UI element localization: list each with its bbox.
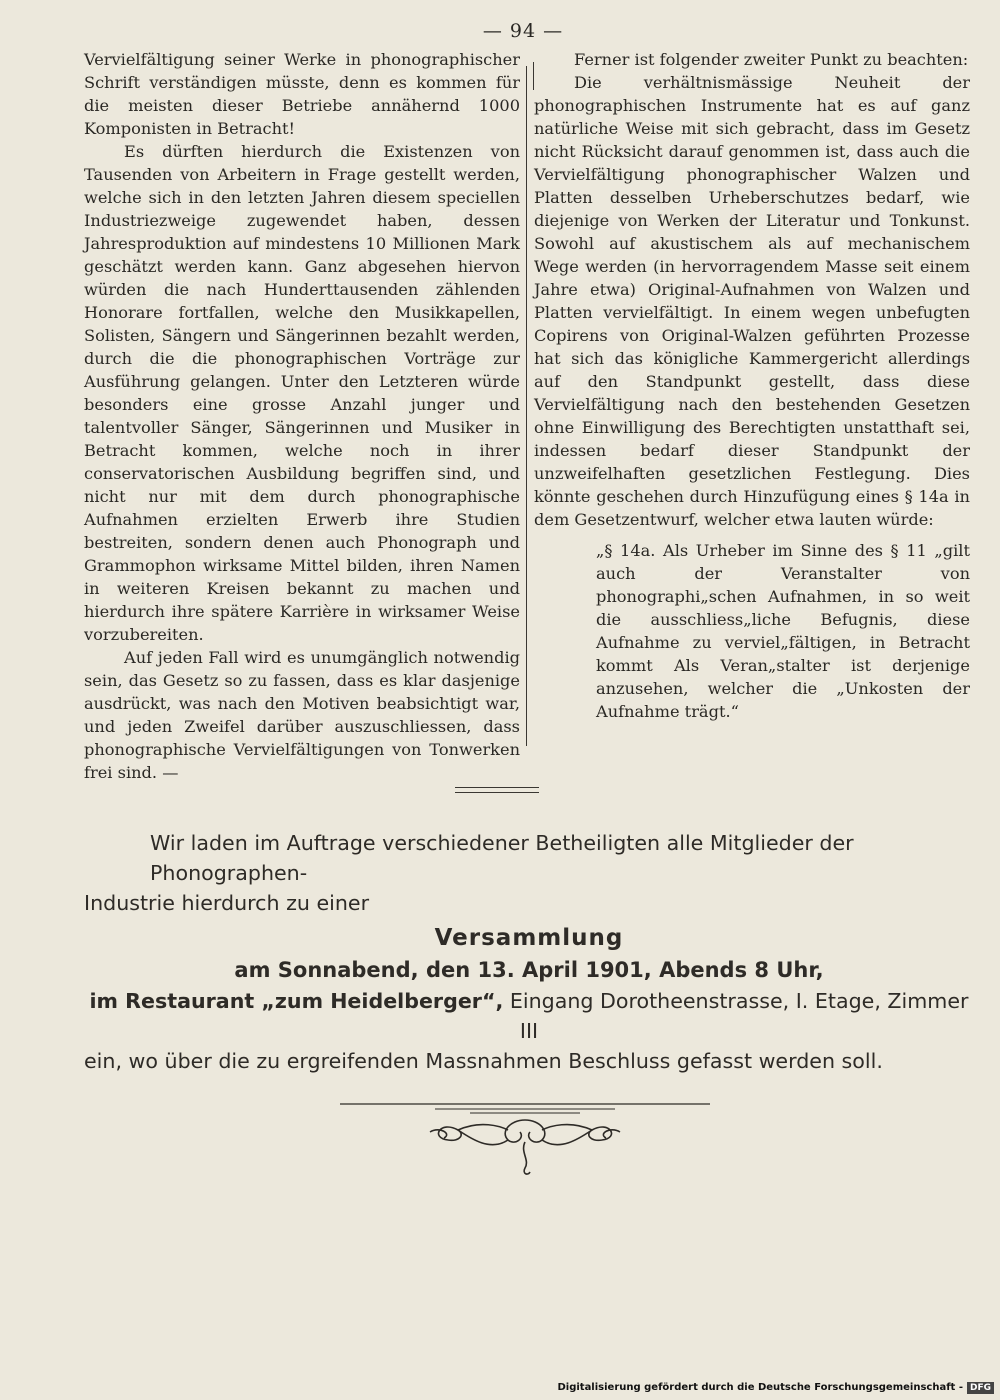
dfg-logo: DFG [967, 1382, 994, 1394]
notice-place [84, 986, 974, 1046]
left-paragraph-2: Es dürften hierdurch die Existenzen von Tausenden von Arbeitern in Frage gestellt werden, welche sich in den letzten Jahren diesem speciellen Industriezweige zugewendet haben, dessen Jahresproduktion auf mindestens 10 Millionen Mark geschätzt werden kann. Ganz abgesehen hiervon würden die nach Hunderttausenden zählenden Honorare fortfallen, welche den Musikkapellen, Solisten, Sängern und Sängerinnen bezahlt werden, durch die die phonographischen Vorträge zur Ausführung gelangen. Unter den Letzteren würde besonders eine grosse Anzahl junger und talentvoller Sänger, Sängerinnen und Musiker in Betracht kommen, welche noch in ihrer conservatorischen Ausbildung begriffen sind, und nicht nur mit dem durch phonographische Aufnahmen erzielten Erwerb ihre Studien bestreiten, sondern denen auch Phonograph und Grammophon wirksame Mittel bilden, ihren Namen in weiteren Kreisen bekannt zu machen und hierdurch ihre spätere Karrière in wirksamer Weise vorzubereiten. [84, 142, 520, 644]
footer-text: Digitalisierung gefördert durch die Deutsche Forschungsgemeinschaft - [557, 1382, 963, 1393]
notice-line-2: Industrie hierdurch zu einer [84, 891, 370, 915]
notice-closing: ein, wo über die zu ergreifenden Massnahmen Beschluss gefasst werden soll. [84, 1049, 883, 1073]
law-quote-text: „§ 14a. Als Urheber im Sinne des § 11 „gilt auch der Veranstalter von phonographi„schen Aufnahmen, in so weit die ausschliess„liche Befugnis, diese Aufnahme zu verviel„fältigen, in Betracht kommt Als Veran„stalter ist derjenige anzusehen, welcher die „Unkosten der Aufnahme trägt.“ [596, 541, 970, 721]
notice-place-restaurant: im Restaurant „zum Heidelberger“, [89, 989, 504, 1013]
section-separator [455, 787, 539, 793]
notice-title: Versammlung [434, 925, 624, 951]
page-number: — 94 — [482, 20, 564, 42]
notice-place-address: Eingang Dorotheenstrasse, I. Etage, Zimmer III [503, 989, 969, 1043]
ornament-icon [340, 1090, 710, 1190]
left-paragraph-1: Vervielfältigung seiner Werke in phonographischer Schrift verständigen müsste, denn es kommen für die meisten dieser Betriebe annähernd 1000 Komponisten in Betracht! [84, 50, 520, 138]
notice-line-1: Wir laden im Auftrage verschiedener Betheiligten alle Mitglieder der Phonographen- [150, 831, 854, 885]
meeting-notice [84, 828, 974, 1076]
law-quote [534, 539, 970, 723]
footer-credit [557, 1382, 994, 1394]
column-divider [526, 66, 527, 746]
right-column [534, 48, 970, 723]
notice-date: am Sonnabend, den 13. April 1901, Abends 8 Uhr, [234, 958, 824, 982]
left-column [84, 48, 520, 784]
right-paragraph-1: Ferner ist folgender zweiter Punkt zu beachten: [574, 50, 969, 69]
right-paragraph-2: Die verhältnismässige Neuheit der phonographischen Instrumente hat es auf ganz natürliche Weise mit sich gebracht, dass im Gesetz nicht Rücksicht darauf genommen ist, dass auch die Vervielfältigung phonographischer Walzen und Platten desselben Urheberschutzes bedarf, wie diejenige von Werken der Literatur und Tonkunst. Sowohl auf akustischem als auf mechanischem Wege werden (in hervorragendem Masse seit einem Jahre etwa) Original-Aufnahmen von Walzen und Platten vervielfältigt. In einem wegen unbefugten Copirens von Original-Walzen geführten Prozesse hat sich das königliche Kammergericht allerdings auf den Standpunkt gestellt, dass diese Vervielfältigung nach den bestehenden Gesetzen ohne Einwilligung des Berechtigten unstatthaft sei, indessen bedarf dieser Standpunkt der unzweifelhaften gesetzlichen Festlegung. Dies könnte geschehen durch Hinzufügung eines § 14a in dem Gesetzentwurf, welcher etwa lauten würde: [534, 73, 970, 529]
left-paragraph-3: Auf jeden Fall wird es unumgänglich notwendig sein, das Gesetz so zu fassen, dass es klar dasjenige ausdrückt, was nach den Motiven beabsichtigt war, und jeden Zweifel darüber auszuschliessen, dass phonographische Vervielfältigungen von Tonwerken frei sind. — [84, 648, 520, 782]
